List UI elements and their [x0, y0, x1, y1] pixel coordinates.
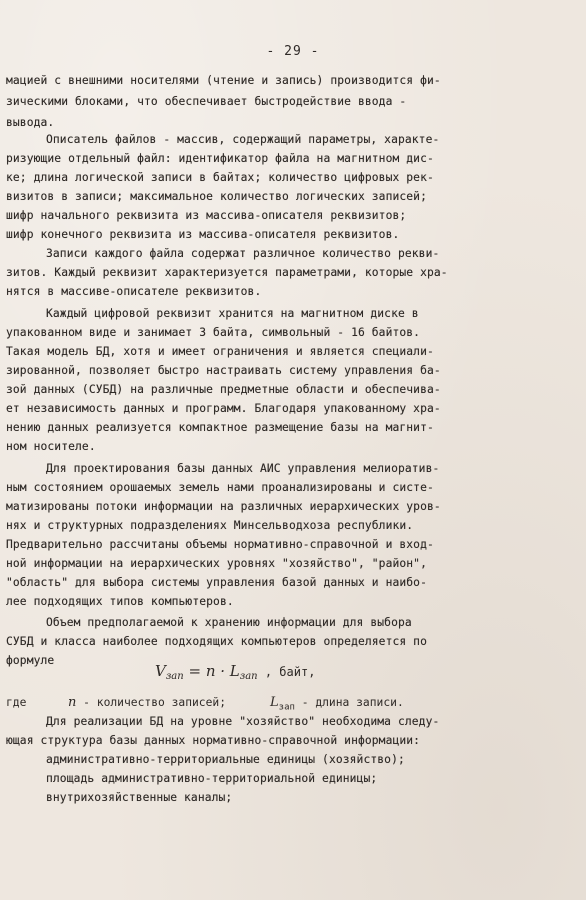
formula-eq: = — [183, 662, 206, 680]
text-line: визитов в записи; максимальное количество логических записей; — [6, 190, 427, 203]
text-line: нятся в массиве-описателе реквизитов. — [6, 285, 262, 298]
text-line: зитов. Каждый реквизит характеризуется параметрами, которые хра- — [6, 266, 448, 279]
text-line: внутрихозяйственные каналы; — [46, 791, 233, 804]
text-line: нению данных реализуется компактное размещение базы на магнит- — [6, 421, 434, 434]
formula-lhs-sub: зап — [165, 671, 184, 682]
text-line: Объем предполагаемой к хранению информации для выбора — [46, 616, 412, 629]
text-line: Записи каждого файла содержат различное количество рекви- — [46, 247, 440, 260]
text-line: административно-территориальные единицы (хозяйство); — [46, 753, 405, 766]
text-line: формуле — [6, 654, 55, 667]
text-line: нях и структурных подразделениях Минсельводхоза республики. — [6, 519, 414, 532]
text-line: ным состоянием орошаемых земель нами проанализированы и систе- — [6, 481, 434, 494]
formula-legend — [6, 695, 404, 712]
page-number: - 29 - — [266, 44, 320, 59]
text-line: Для реализации БД на уровне "хозяйство" необходима следу- — [46, 715, 440, 728]
formula-lhs: V — [155, 662, 166, 680]
where-l-desc: - длина записи. — [294, 696, 404, 709]
formula-dot: · — [215, 662, 230, 680]
text-line: ризующие отдельный файл: идентификатор файла на магнитном дис- — [6, 152, 434, 165]
formula-n: n — [205, 662, 216, 680]
text-line: зированной, позволяет быстро настраивать систему управления ба- — [6, 364, 441, 377]
text-line: "область" для выбора системы управления базой данных и наибо- — [6, 576, 427, 589]
text-line: ном носителе. — [6, 440, 96, 453]
text-line: СУБД и класса наиболее подходящих компьютеров определяется по — [6, 635, 427, 648]
text-line: зическими блоками, что обеспечивает быстродействие ввода - — [6, 95, 407, 108]
text-line: Для проектирования базы данных АИС управления мелиоратив- — [46, 462, 440, 475]
formula — [155, 662, 315, 682]
text-line: Предварительно рассчитаны объемы нормативно-справочной и вход- — [6, 538, 434, 551]
text-line: зой данных (СУБД) на различные предметные области и обеспечива- — [6, 383, 441, 396]
text-line: площадь административно-территориальной единицы; — [46, 772, 378, 785]
text-line: шифр конечного реквизита из массива-описателя реквизитов. — [6, 228, 400, 241]
formula-rhs: L — [229, 662, 240, 680]
text-line: Описатель файлов - массив, содержащий параметры, характе- — [46, 133, 440, 146]
text-line: Такая модель БД, хотя и имеет ограничения и является специали- — [6, 345, 434, 358]
text-line: матизированы потоки информации на различных иерархических уров- — [6, 500, 441, 513]
text-line: ной информации на иерархических уровнях "хозяйство", "район", — [6, 557, 427, 570]
text-line: Каждый цифровой реквизит хранится на магнитном диске в — [46, 307, 419, 320]
formula-unit: , байт, — [257, 665, 316, 679]
where-label: где — [6, 696, 27, 709]
text-line: упакованном виде и занимает 3 байта, символьный - 16 байтов. — [6, 326, 421, 339]
text-line: ющая структура базы данных нормативно-справочной информации: — [6, 734, 421, 747]
text-line: лее подходящих типов компьютеров. — [6, 595, 234, 608]
formula-rhs-sub: зап — [239, 671, 258, 682]
text-line: шифр начального реквизита из массива-описателя реквизитов; — [6, 209, 407, 222]
where-l-sub: зап — [278, 702, 295, 713]
text-line: ет независимость данных и программ. Благодаря упакованному хра- — [6, 402, 441, 415]
text-line: вывода. — [6, 116, 55, 129]
where-l: L — [270, 695, 279, 710]
where-n-desc: - количество записей; — [76, 696, 227, 709]
text-line: мацией с внешними носителями (чтение и запись) производится фи- — [6, 74, 441, 87]
text-line: ке; длина логической записи в байтах; количество цифровых рек- — [6, 171, 434, 184]
where-n: n — [68, 695, 77, 710]
